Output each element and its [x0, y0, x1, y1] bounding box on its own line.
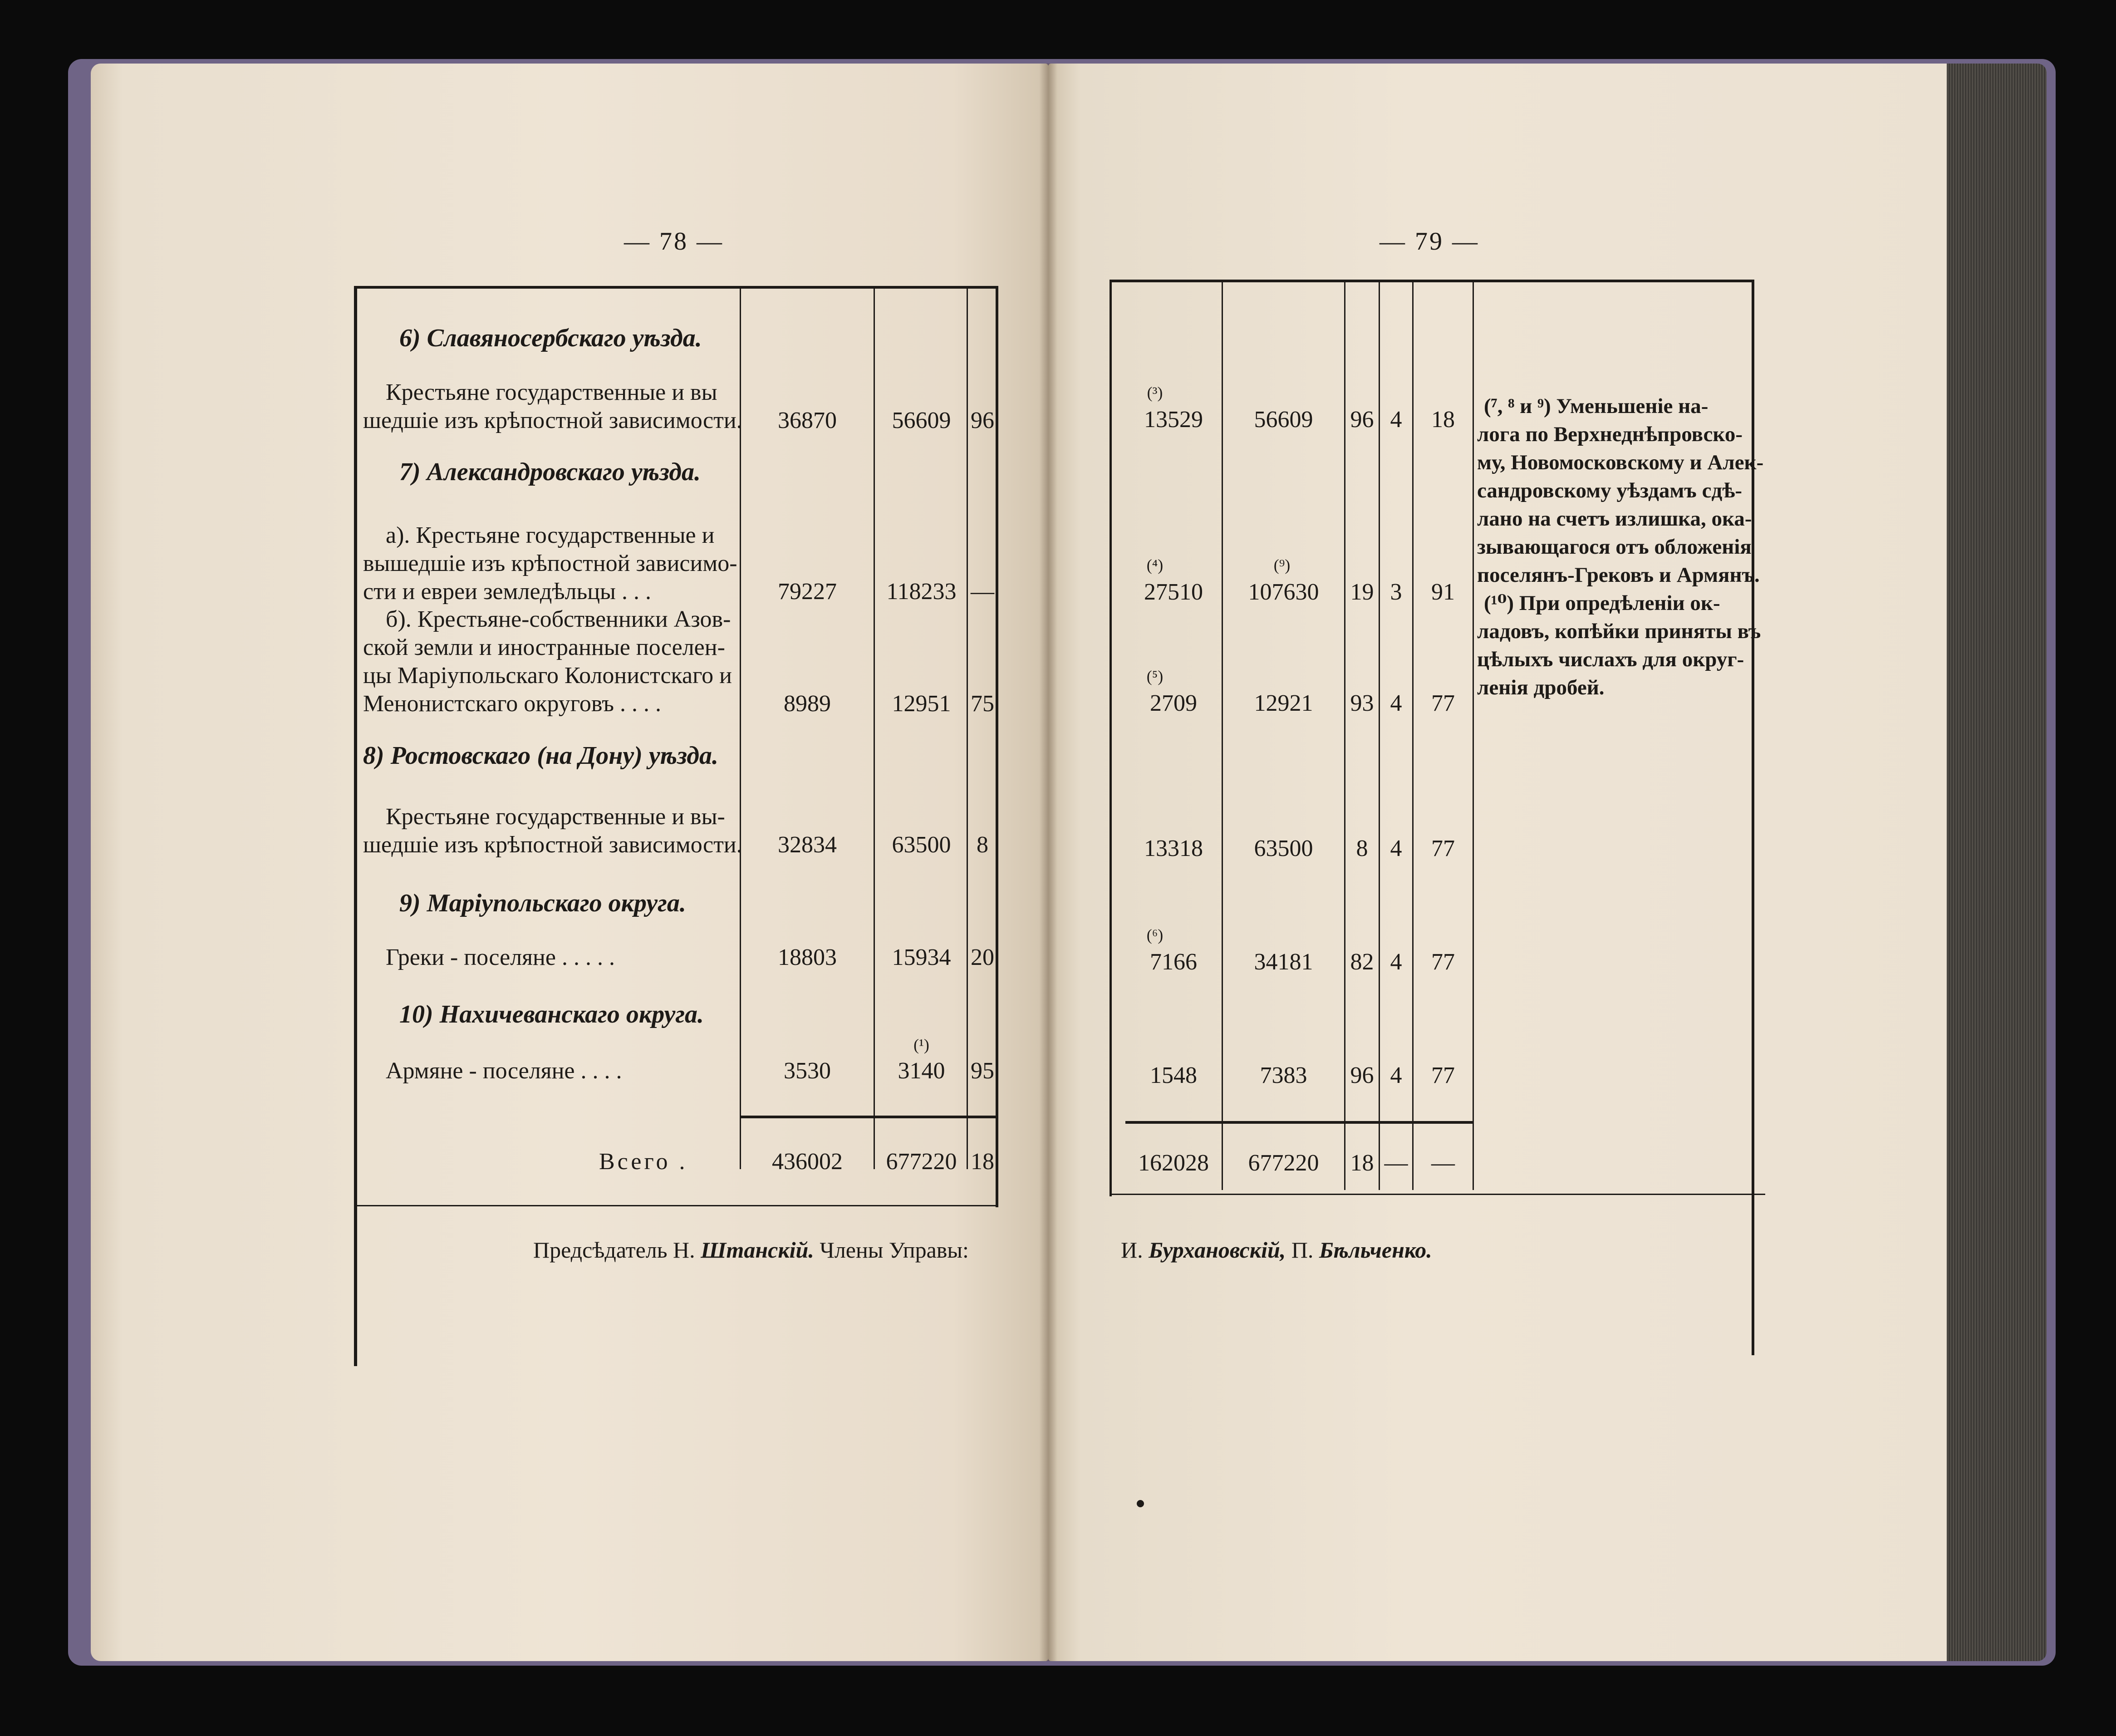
- right-bottom-rule: [1112, 1194, 1765, 1195]
- left-cell-c3: 96: [971, 408, 994, 433]
- right-signature: [1121, 1237, 1432, 1263]
- signature-chair-prefix: Предсѣдатель Н.: [533, 1237, 695, 1263]
- right-cell-c4: 4: [1390, 690, 1402, 716]
- footnote-line: ладовъ, копѣйки приняты въ: [1477, 620, 1761, 643]
- signature-members-label: Члены Управы:: [820, 1237, 969, 1263]
- section-heading-text: 10) Нахичеванскаго округа.: [399, 1000, 704, 1028]
- section-heading-text: 7) Александровскаго уѣзда.: [399, 458, 701, 486]
- left-cell-c2: 63500: [892, 832, 951, 858]
- right-total-rule: [1125, 1121, 1473, 1124]
- signature-chair-name: Штанскій.: [701, 1237, 814, 1263]
- right-cell-c4: 4: [1390, 836, 1402, 861]
- book-gutter: [1039, 64, 1057, 1661]
- left-cell-c3: —: [971, 579, 994, 605]
- left-bottom-rule: [356, 1205, 998, 1206]
- right-cell-c3: 96: [1350, 1062, 1374, 1088]
- left-cell-c3: 20: [971, 944, 994, 970]
- ink-speck: [1137, 1500, 1144, 1507]
- left-cell-c1: 36870: [778, 408, 837, 433]
- left-table-border-top: [354, 286, 998, 289]
- right-cell-c4: 3: [1390, 579, 1402, 605]
- section-heading: [399, 890, 686, 918]
- right-cell-c3: 96: [1350, 407, 1374, 433]
- left-cell-c2: 3140: [898, 1058, 945, 1084]
- left-table-border-left: [354, 286, 357, 1366]
- right-cell-c5: 77: [1431, 1062, 1455, 1088]
- left-cell-c3: 8: [977, 832, 988, 858]
- row-label-line: ской земли и иностранные поселен-: [363, 634, 725, 660]
- footnote-line: му, Новомосковскому и Алек-: [1477, 451, 1764, 474]
- right-page: [1048, 64, 1960, 1661]
- section-heading: [399, 325, 702, 353]
- left-page: [91, 64, 1048, 1661]
- right-cell-c4: 4: [1390, 407, 1402, 433]
- left-cell-c2: 12951: [892, 691, 951, 717]
- left-cell-c1: 18803: [778, 944, 837, 970]
- footnote-line: цѣлыхъ числахъ для округ-: [1477, 648, 1744, 671]
- left-cell-c3: 75: [971, 691, 994, 717]
- right-total-c3: 18: [1350, 1150, 1374, 1176]
- footnote-marker: (³): [1147, 384, 1163, 402]
- section-heading-text: 6) Славяносербскаго уѣзда.: [399, 324, 702, 352]
- signature-member2-initial: П.: [1291, 1237, 1314, 1263]
- row-label-line: сти и евреи земледѣльцы . . .: [363, 579, 651, 605]
- left-cell-c1: 8989: [784, 691, 831, 717]
- right-cell-c1: 13318: [1144, 836, 1203, 861]
- footnote-marker: (⁵): [1146, 667, 1164, 685]
- footnote-line: (¹⁰) При опредѣленіи ок-: [1484, 591, 1720, 615]
- footnote-line: поселянъ-Грековъ и Армянъ.: [1477, 563, 1760, 587]
- right-cell-c1: 7166: [1150, 949, 1197, 975]
- right-cell-c2: 12921: [1254, 690, 1313, 716]
- row-label-line: б). Крестьяне-собственники Азов-: [386, 606, 731, 632]
- row-label-line: а). Крестьяне государственные и: [386, 522, 715, 548]
- right-cell-c5: 77: [1431, 949, 1455, 975]
- signature-member1-initial: И.: [1121, 1237, 1143, 1263]
- right-cell-c5: 77: [1431, 690, 1455, 716]
- page-number-left: — 78 —: [624, 227, 724, 256]
- right-cell-c2: 107630: [1248, 579, 1319, 605]
- right-cell-c5: 18: [1431, 407, 1455, 433]
- right-table-border-left: [1110, 280, 1112, 1196]
- right-col-rule-5: [1473, 282, 1474, 1190]
- section-heading: [399, 458, 701, 487]
- row-label-line: шедшіе изъ крѣпостной зависимости.: [363, 408, 742, 433]
- left-cell-c2: 56609: [892, 408, 951, 433]
- right-cell-c1: 2709: [1150, 690, 1197, 716]
- left-total-label: Всего .: [599, 1149, 688, 1175]
- right-cell-c2: 7383: [1260, 1062, 1307, 1088]
- row-label-line: Армяне - поселяне . . . .: [386, 1058, 622, 1084]
- right-total-c1: 162028: [1138, 1150, 1209, 1176]
- section-heading-text: 8) Ростовскаго (на Дону) уѣзда.: [363, 742, 718, 770]
- row-label-line: шедшіе изъ крѣпостной зависимости.: [363, 832, 742, 858]
- right-cell-c2: 34181: [1254, 949, 1313, 975]
- right-cell-c3: 19: [1350, 579, 1374, 605]
- left-cell-c1: 79227: [778, 579, 837, 605]
- right-cell-c2: 56609: [1254, 407, 1313, 433]
- footnote-marker: (¹): [913, 1036, 929, 1054]
- footnote-marker: (⁹): [1273, 556, 1291, 574]
- footnote-marker: (⁶): [1146, 926, 1164, 944]
- left-cell-c1: 3530: [784, 1058, 831, 1084]
- row-label-line: Греки - поселяне . . . . .: [386, 944, 615, 970]
- row-label-line: вышедшіе изъ крѣпостной зависимо-: [363, 551, 737, 576]
- section-heading-text: 9) Маріупольскаго округа.: [399, 889, 686, 917]
- right-cell-c3: 82: [1350, 949, 1374, 975]
- left-cell-c2: 118233: [886, 579, 957, 605]
- left-cell-c1: 32834: [778, 832, 837, 858]
- row-label-line: Крестьяне государственные и вы-: [386, 804, 725, 830]
- left-total-c1: 436002: [772, 1149, 843, 1175]
- signature-member1-name: Бурхановскій,: [1149, 1237, 1286, 1263]
- right-cell-c4: 4: [1390, 949, 1402, 975]
- row-label-line: Менонистскаго округовъ . . . .: [363, 691, 661, 717]
- row-label-line: цы Маріупольскаго Колонистскаго и: [363, 663, 732, 688]
- footnote-line: зывающагося отъ обложенія: [1477, 535, 1752, 559]
- page-block-edge: [1947, 64, 2047, 1661]
- right-cell-c5: 77: [1431, 836, 1455, 861]
- footnote-line: лано на счетъ излишка, ока-: [1477, 507, 1752, 531]
- page-number-right: — 79 —: [1380, 227, 1479, 256]
- left-signature: [533, 1237, 969, 1263]
- right-cell-c1: 13529: [1144, 407, 1203, 433]
- left-cell-c2: 15934: [892, 944, 951, 970]
- right-cell-c3: 93: [1350, 690, 1374, 716]
- footnote-line: лога по Верхнеднѣпровско-: [1477, 423, 1743, 446]
- right-cell-c1: 1548: [1150, 1062, 1197, 1088]
- footnote-line: (⁷, ⁸ и ⁹) Уменьшеніе на-: [1484, 394, 1709, 418]
- footnote-line: ленія дробей.: [1477, 676, 1605, 699]
- right-cell-c5: 91: [1431, 579, 1455, 605]
- left-cell-c3: 95: [971, 1058, 994, 1084]
- right-cell-c3: 8: [1356, 836, 1368, 861]
- signature-member2-name: Бѣльченко.: [1319, 1237, 1432, 1263]
- right-total-c4: —: [1384, 1150, 1408, 1176]
- footnote-line: сандровскому уѣздамъ сдѣ-: [1477, 479, 1743, 502]
- section-heading: [399, 1001, 704, 1029]
- right-cell-c4: 4: [1390, 1062, 1402, 1088]
- row-label-line: Крестьяне государственные и вы: [386, 379, 717, 405]
- section-heading: [363, 742, 718, 770]
- right-total-c5: —: [1431, 1150, 1455, 1176]
- right-cell-c1: 27510: [1144, 579, 1203, 605]
- right-cell-c2: 63500: [1254, 836, 1313, 861]
- footnote-marker: (⁴): [1146, 556, 1164, 574]
- left-total-rule: [740, 1116, 998, 1118]
- right-total-c2: 677220: [1248, 1150, 1319, 1176]
- left-total-c2: 677220: [886, 1149, 957, 1175]
- right-table-border-top: [1110, 280, 1754, 282]
- left-total-c3: 18: [971, 1149, 994, 1175]
